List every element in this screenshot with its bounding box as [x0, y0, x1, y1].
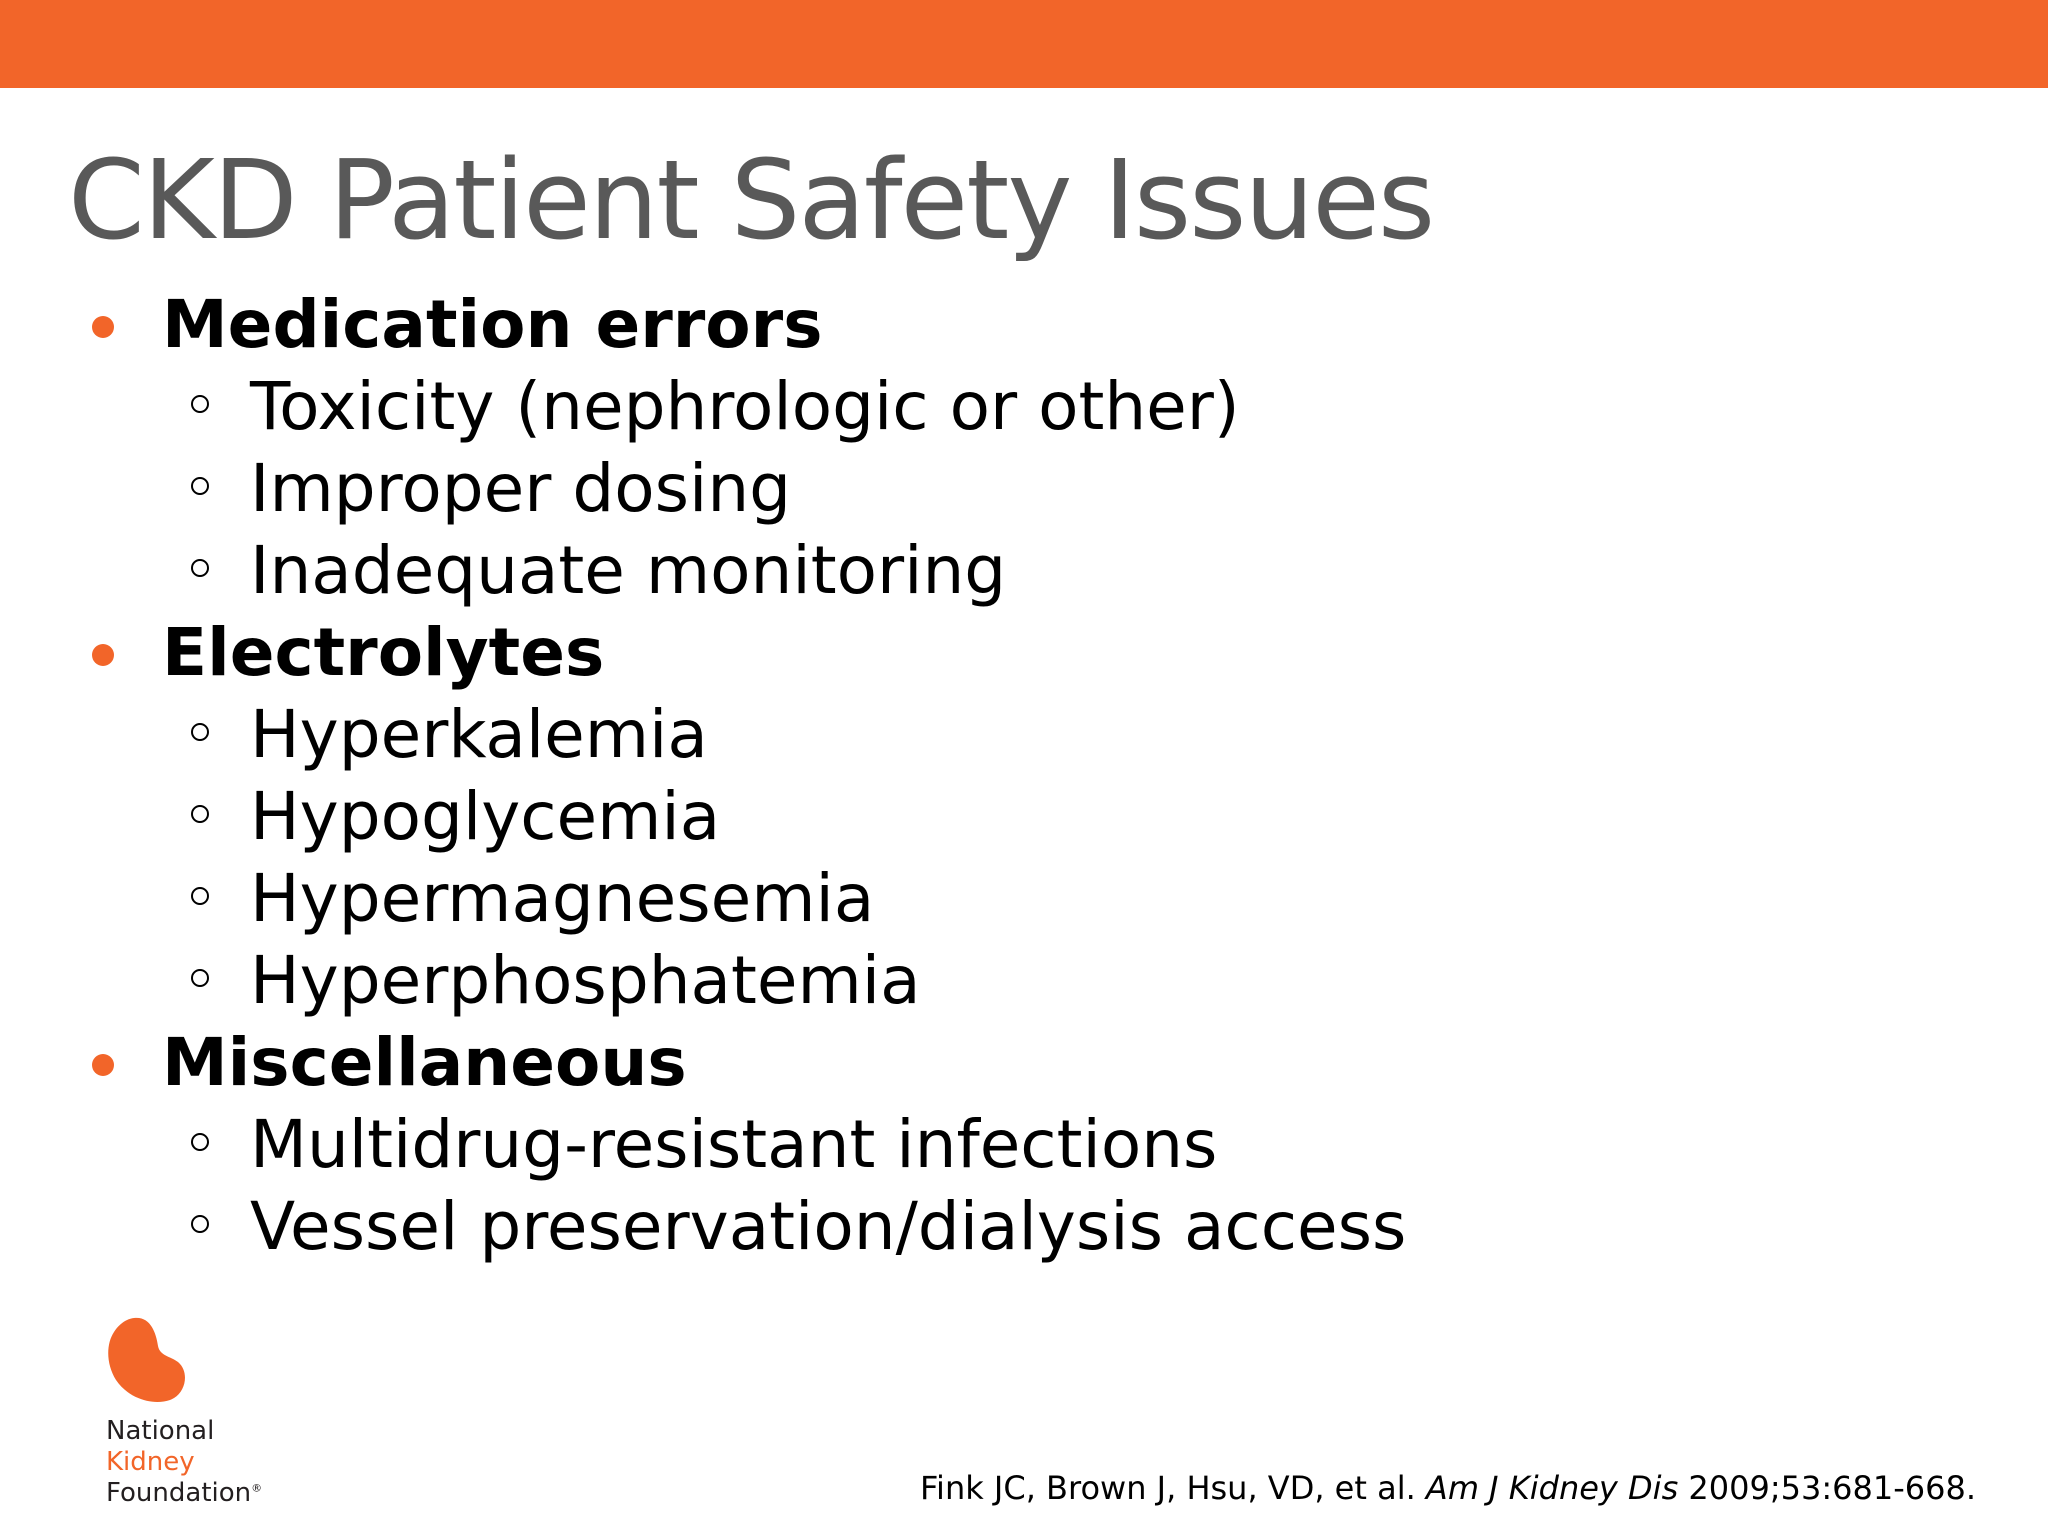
sub-bullet-text: Inadequate monitoring	[250, 532, 1007, 609]
sub-bullet-item	[0, 530, 1900, 612]
logo-text-kidney: Kidney	[106, 1447, 195, 1477]
bullet-list	[0, 284, 1900, 1268]
sub-bullet-ring-icon	[191, 1215, 209, 1233]
bullet-section-medication-errors	[0, 284, 1900, 612]
sub-bullet-item	[0, 1186, 1900, 1268]
bullet-heading	[0, 1022, 1900, 1104]
sub-bullet-text: Vessel preservation/dialysis access	[250, 1188, 1407, 1265]
bullet-section-electrolytes	[0, 612, 1900, 1022]
sub-bullet-list	[0, 366, 1900, 612]
sub-bullet-text: Multidrug-resistant infections	[250, 1106, 1218, 1183]
sub-bullet-ring-icon	[191, 805, 209, 823]
sub-bullet-text: Hyperkalemia	[250, 696, 708, 773]
citation-journal: Am J Kidney Dis	[1425, 1469, 1679, 1507]
sub-bullet-ring-icon	[191, 559, 209, 577]
bullet-heading-text: Electrolytes	[162, 614, 605, 691]
sub-bullet-text: Hypoglycemia	[250, 778, 721, 855]
sub-bullet-text: Hypermagnesemia	[250, 860, 875, 937]
kidney-icon	[104, 1316, 188, 1402]
bullet-dot-icon	[92, 316, 114, 338]
bullet-dot-icon	[92, 644, 114, 666]
sub-bullet-ring-icon	[191, 1133, 209, 1151]
bullet-heading-text: Miscellaneous	[162, 1024, 687, 1101]
bullet-heading-text: Medication errors	[162, 286, 823, 363]
sub-bullet-item	[0, 694, 1900, 776]
sub-bullet-ring-icon	[191, 969, 209, 987]
citation-details: 2009;53:681-668.	[1688, 1469, 1976, 1507]
citation	[920, 1468, 1976, 1508]
registered-mark: ®	[251, 1481, 263, 1495]
slide-title: CKD Patient Safety Issues	[68, 136, 1434, 264]
sub-bullet-ring-icon	[191, 723, 209, 741]
sub-bullet-ring-icon	[191, 395, 209, 413]
sub-bullet-list	[0, 694, 1900, 1022]
top-accent-bar	[0, 0, 2048, 88]
sub-bullet-ring-icon	[191, 887, 209, 905]
nkf-logo	[104, 1316, 264, 1516]
logo-text-national: National	[106, 1416, 215, 1446]
sub-bullet-item	[0, 448, 1900, 530]
sub-bullet-text: Improper dosing	[250, 450, 792, 527]
sub-bullet-item	[0, 776, 1900, 858]
citation-authors: Fink JC, Brown J, Hsu, VD, et al.	[919, 1469, 1416, 1507]
sub-bullet-list	[0, 1104, 1900, 1268]
bullet-heading	[0, 284, 1900, 366]
sub-bullet-text: Toxicity (nephrologic or other)	[250, 368, 1240, 445]
logo-text-foundation	[106, 1478, 262, 1508]
sub-bullet-text: Hyperphosphatemia	[250, 942, 921, 1019]
sub-bullet-item	[0, 940, 1900, 1022]
bullet-heading	[0, 612, 1900, 694]
sub-bullet-item	[0, 1104, 1900, 1186]
bullet-dot-icon	[92, 1054, 114, 1076]
logo-text-foundation-word: Foundation	[106, 1478, 252, 1508]
sub-bullet-item	[0, 858, 1900, 940]
sub-bullet-item	[0, 366, 1900, 448]
bullet-section-miscellaneous	[0, 1022, 1900, 1268]
sub-bullet-ring-icon	[191, 477, 209, 495]
